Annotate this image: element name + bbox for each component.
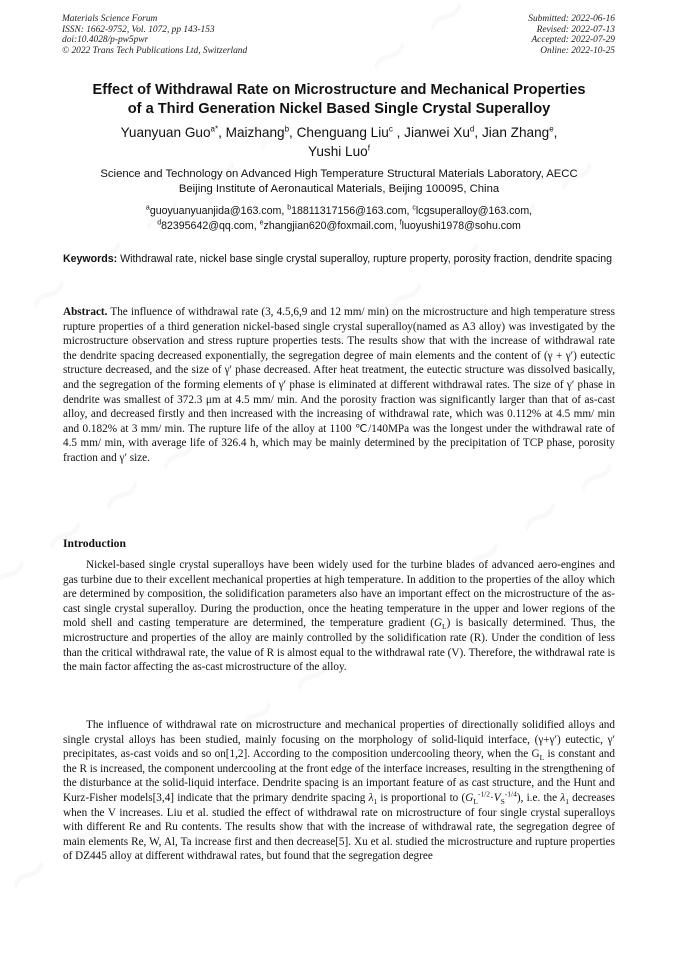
symbol-superscript: -1/4 [504,789,517,799]
symbol-lambda: λ [368,791,374,804]
email-link[interactable]: lcgsuperalloy@163.com [415,205,530,217]
journal-issn: ISSN: 1662-9752, Vol. 1072, pp 143-153 [62,24,215,35]
email-mark: a [145,204,150,212]
symbol-subscript: 1 [373,797,378,807]
email-mark: e [259,219,264,227]
journal-doi[interactable]: doi:10.4028/p-pw5pwr [62,35,149,46]
abstract-label: Abstract. [63,306,108,318]
email-line-1: $^a$guoyuanyuanjida@163.com, $^b$18811317156@163.com, $^c$lcgsuperalloy@163.com, [145,204,533,217]
author-line-2 [40,143,638,162]
formula-dot: · [490,791,494,804]
affiliation-line-2: Beijing Institute of Aeronautical Materials, Beijing 100095, China [178,183,500,195]
email-link[interactable]: luoyushi1978@sohu.com [401,219,521,232]
abstract [63,305,615,466]
journal-copyright: © 2022 Trans Tech Publications Ltd, Switzerland [62,45,248,56]
paragraph-text: Nickel-based single crystal superalloys have been widely used for the turbine blades of advanced aero-engines and gas turbine due to their excellent mechanical properties at high temperature. In addition to the properties of the alloy which are determined by composition, the solidification parameters also have an important effect on the microstructure of the as-cast single crystal superalloy. During the production, once the heating temperature in the upper and lower regions of the mold shell and casting temperature are determined, the temperature gradient ( [63,559,615,630]
symbol-g: G [465,791,474,804]
symbol-lambda: λ [560,791,566,804]
section-heading-introduction: Introduction [63,537,126,550]
email-mark: d [157,219,162,227]
affiliation [40,167,638,197]
keywords-text: Withdrawal rate, nickel base single crystal superalloy, rupture property, porosity fraction, dendrite spacing [120,253,612,265]
introduction-paragraph-1 [63,558,615,675]
author-name: Chenguang Liu [296,125,389,140]
paper-title-line-1: Effect of Withdrawal Rate on Microstructure and Mechanical Properties [92,82,586,98]
date-revised: Revised: 2022-07-13 [536,24,615,35]
paragraph-text: ) is basically determined. Thus, the microstructure and properties of the alloy are mainly controlled by the solidification rate (R). Under the condition of less than the critical withdrawal rate, the value of R is almost equal to the withdrawal rate (V). Therefore, the withdrawal rate is the main factor affecting the as-cast microstructure of the alloy. [63,617,615,674]
paragraph-text: decreases when the V increases. Liu et al. studied the effect of withdrawal rate on microstructure of four single crystal superalloys with different Re and Ru contents. The results show that with the increase of withdrawal rate, the segregation degree of main elements Re, W, Al, Ta increase first and then decrease[5]. Xu et al. studied the microstructure and rupture properties of DZ445 alloy at different withdrawal rates, but found that the segregation degree [63,791,615,863]
email-line-2: $^d$82395642@qq.com, $^e$zhangjian620@foxmail.com, $^f$luoyushi1978@sohu.com [157,219,521,232]
dates-header [528,14,615,56]
paper-title-line-2: of a Third Generation Nickel Based Single Crystal Superalloy [127,100,551,117]
author-list [40,124,638,161]
symbol-subscript: 1 [565,797,569,807]
date-online: Online: 2022-10-25 [540,45,615,56]
author-name: Jianwei Xu [404,125,470,140]
email-link[interactable]: guoyuanyuanjida@163.com [149,205,282,217]
journal-name: Materials Science Forum [62,14,158,24]
email-mark: b [287,204,292,212]
email-mark: c [412,204,416,212]
symbol-subscript: L [473,797,478,807]
paragraph-text: is proportional to ( [377,791,466,804]
paragraph-text: The influence of withdrawal rate on microstructure and mechanical properties of directionally solidified alloys and single crystal alloys has been studied, mainly focusing on the morphology of solid-liquid interface, (γ+γ′) eutectic, γ′ precipitates, as-cast voids and so on[1,2]. According to the composition undercooling theory, when the G [63,719,615,761]
author-name: Maizhang [225,125,285,140]
author-mark: a* [210,124,219,134]
email-mark: f [399,219,402,227]
affiliation-line-1: Science and Technology on Advanced High Temperature Structural Materials Laboratory, AECC [100,168,578,180]
author-mark: f [367,142,370,152]
author-mark: e [549,124,554,134]
symbol-g: G [433,617,443,630]
email-link[interactable]: zhangjian620@foxmail.com [263,219,394,232]
symbol-v: V [493,791,501,804]
email-link[interactable]: 18811317156@163.com [291,205,407,217]
paragraph-text: ), i.e. the [516,791,561,804]
keywords-label: Keywords: [63,253,118,265]
date-submitted: Submitted: 2022-06-16 [528,14,615,24]
abstract-text: The influence of withdrawal rate (3, 4.5,6,9 and 12 mm/ min) on the microstructure and high temperature stress rupture properties of a third generation nickel-based single crystal superalloy(named as A3 alloy) was investigated by the microstructure observation and stress rupture properties tests. The results show that with the increase of withdrawal rate the dendrite spacing decreased exponentially, the segregation degree of main elements and the content of (γ + γ′) eutectic structure decreased, and the size of γ′ phase decreased. After heat treatment, the eutectic structure was dissolved basically, and the segregation of the forming elements of γ′ phase is eliminated at different withdrawal rates. The size of γ′ phase in dendrite was smallest of 372.3 μm at 4.5 mm/ min. And the porosity fraction was significantly larger than that of as-cast alloy, and decreased firstly and then increased with the increasing of withdrawal rate, which was 0.112% at 4.5 mm/ min and 0.182% at 3 mm/ min. The rupture life of the alloy at 1100 ℃/140MPa was the longest under the withdrawal rate of 4.5 mm/ min, with average life of 326.4 h, which may be mainly determined by the precipitation of TCP phase, porosity fraction and γ′ size. [63,306,615,464]
symbol-superscript: -1/2 [477,789,490,799]
author-mark: c [388,124,393,134]
author-mark: d [469,124,475,134]
author-name: Yuanyuan Guo [120,125,211,140]
introduction-paragraph-2 [63,718,615,864]
author-line-1: Yuanyuan Guo$^{a*}$, Maizhang$^b$, Chenguang Liu$^c$ , Jianwei Xu$^d$, Jian Zhang$^e$, [120,124,558,140]
email-link[interactable]: 82395642@qq.com [161,219,254,232]
symbol-subscript: L [539,753,545,763]
symbol-subscript: S [500,797,505,807]
email-list [40,204,638,233]
paper-title [40,81,638,118]
paragraph-text: is constant and the R is increased, the component undercooling at the front edge of the interface increases, resulting in the strengthening of the disturbance at the solid-liquid interface. Dendrite spacing is an important feature of as cast structure, and the Hunt and Kurz-Fisher models[3,4] indicate that the primary dendrite spacing [63,748,615,804]
author-mark: b [284,124,290,134]
author-name: Jian Zhang [481,125,550,140]
date-accepted: Accepted: 2022-07-29 [531,35,615,46]
keywords [63,252,617,267]
symbol-subscript: L [442,622,447,632]
author-name: Yushi Luo [308,143,368,159]
journal-header [62,14,247,56]
